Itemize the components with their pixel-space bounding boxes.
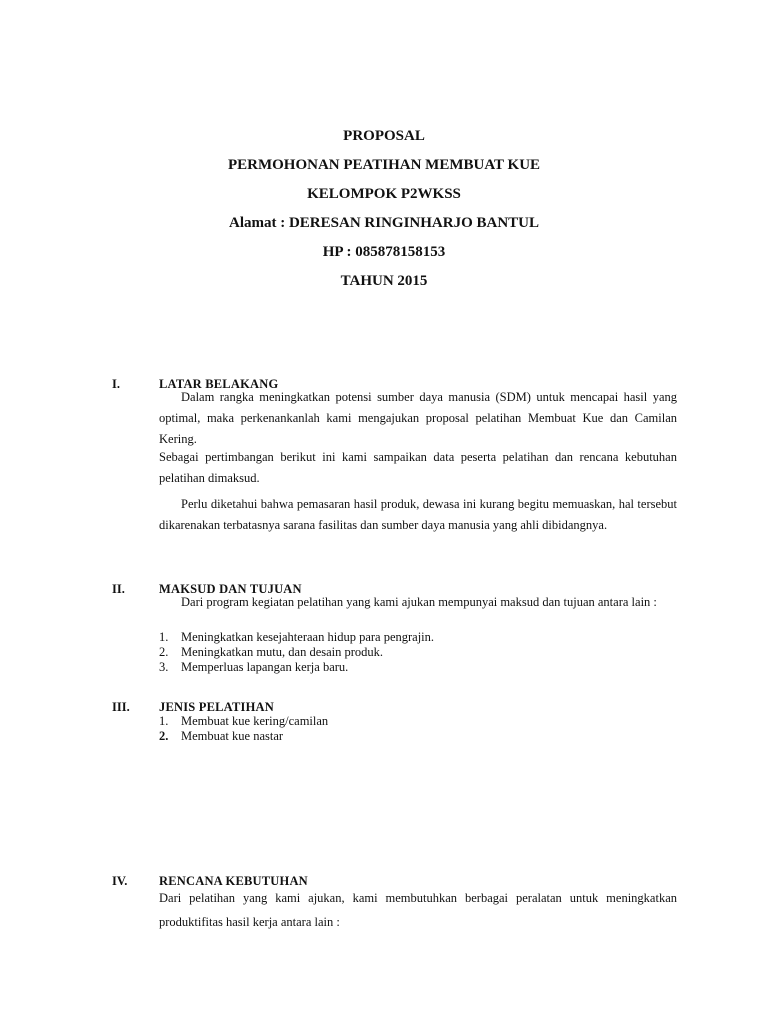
section-2-list (159, 630, 677, 675)
section-3-title: JENIS PELATIHAN (159, 700, 274, 714)
section-3-list (159, 714, 677, 744)
list-item-number: 2. (159, 645, 169, 659)
list-item-text: Membuat kue kering/camilan (181, 714, 329, 728)
section-3-number: III. (112, 700, 130, 714)
list-item-text: Meningkatkan kesejahteraan hidup para pengrajin. (181, 630, 435, 644)
section-1-paragraph-3: Perlu diketahui bahwa pemasaran hasil produk, dewasa ini kurang begitu memuaskan, hal tersebut dikarenakan terbatasnya sarana fasilitas dan sumber daya manusia yang ahli dibidangnya. (159, 497, 677, 532)
section-1-paragraph-1: Dalam rangka meningkatkan potensi sumber daya manusia (SDM) untuk mencapai hasil yang optimal, maka perkenankanlah kami mengajukan proposal pelatihan Membuat Kue dan Camilan Kering. (159, 390, 677, 446)
list-item (159, 714, 677, 729)
section-2-title: MAKSUD DAN TUJUAN (159, 582, 302, 596)
section-4-paragraph-1: Dari pelatihan yang kami ajukan, kami membutuhkan berbagai peralatan untuk meningkatkan produktifitas hasil kerja antara lain : (159, 891, 677, 929)
list-item-text: Memperluas lapangan kerja baru. (181, 660, 349, 674)
section-1-number: I. (112, 377, 120, 391)
section-4-number: IV. (112, 874, 128, 888)
list-item-number: 1. (159, 630, 169, 644)
doc-title: PROPOSAL (343, 128, 425, 144)
section-1-paragraph-2: Sebagai pertimbangan berikut ini kami sampaikan data peserta pelatihan dan rencana kebutuhan pelatihan dimaksud. (159, 450, 677, 485)
section-4-title: RENCANA KEBUTUHAN (159, 874, 308, 888)
document-header (0, 122, 768, 296)
list-item (159, 729, 677, 744)
list-item-text: Membuat kue nastar (181, 729, 284, 743)
section-1-title: LATAR BELAKANG (159, 377, 279, 391)
group-name: KELOMPOK P2WKSS (307, 186, 461, 202)
list-item (159, 630, 677, 645)
doc-subtitle: PERMOHONAN PEATIHAN MEMBUAT KUE (227, 157, 541, 173)
section-2-paragraph-1: Dari program kegiatan pelatihan yang kami ajukan mempunyai maksud dan tujuan antara lain : (181, 595, 657, 609)
list-item-number: 2. (159, 729, 169, 743)
list-item (159, 645, 677, 660)
section-2-number: II. (112, 582, 125, 596)
year: TAHUN 2015 (340, 273, 428, 289)
phone: HP : 085878158153 (322, 244, 446, 260)
address: Alamat : DERESAN RINGINHARJO BANTUL (228, 215, 540, 231)
list-item-number: 3. (159, 660, 169, 674)
list-item-text: Meningkatkan mutu, dan desain produk. (181, 645, 384, 659)
list-item (159, 660, 677, 675)
list-item-number: 1. (159, 714, 169, 728)
